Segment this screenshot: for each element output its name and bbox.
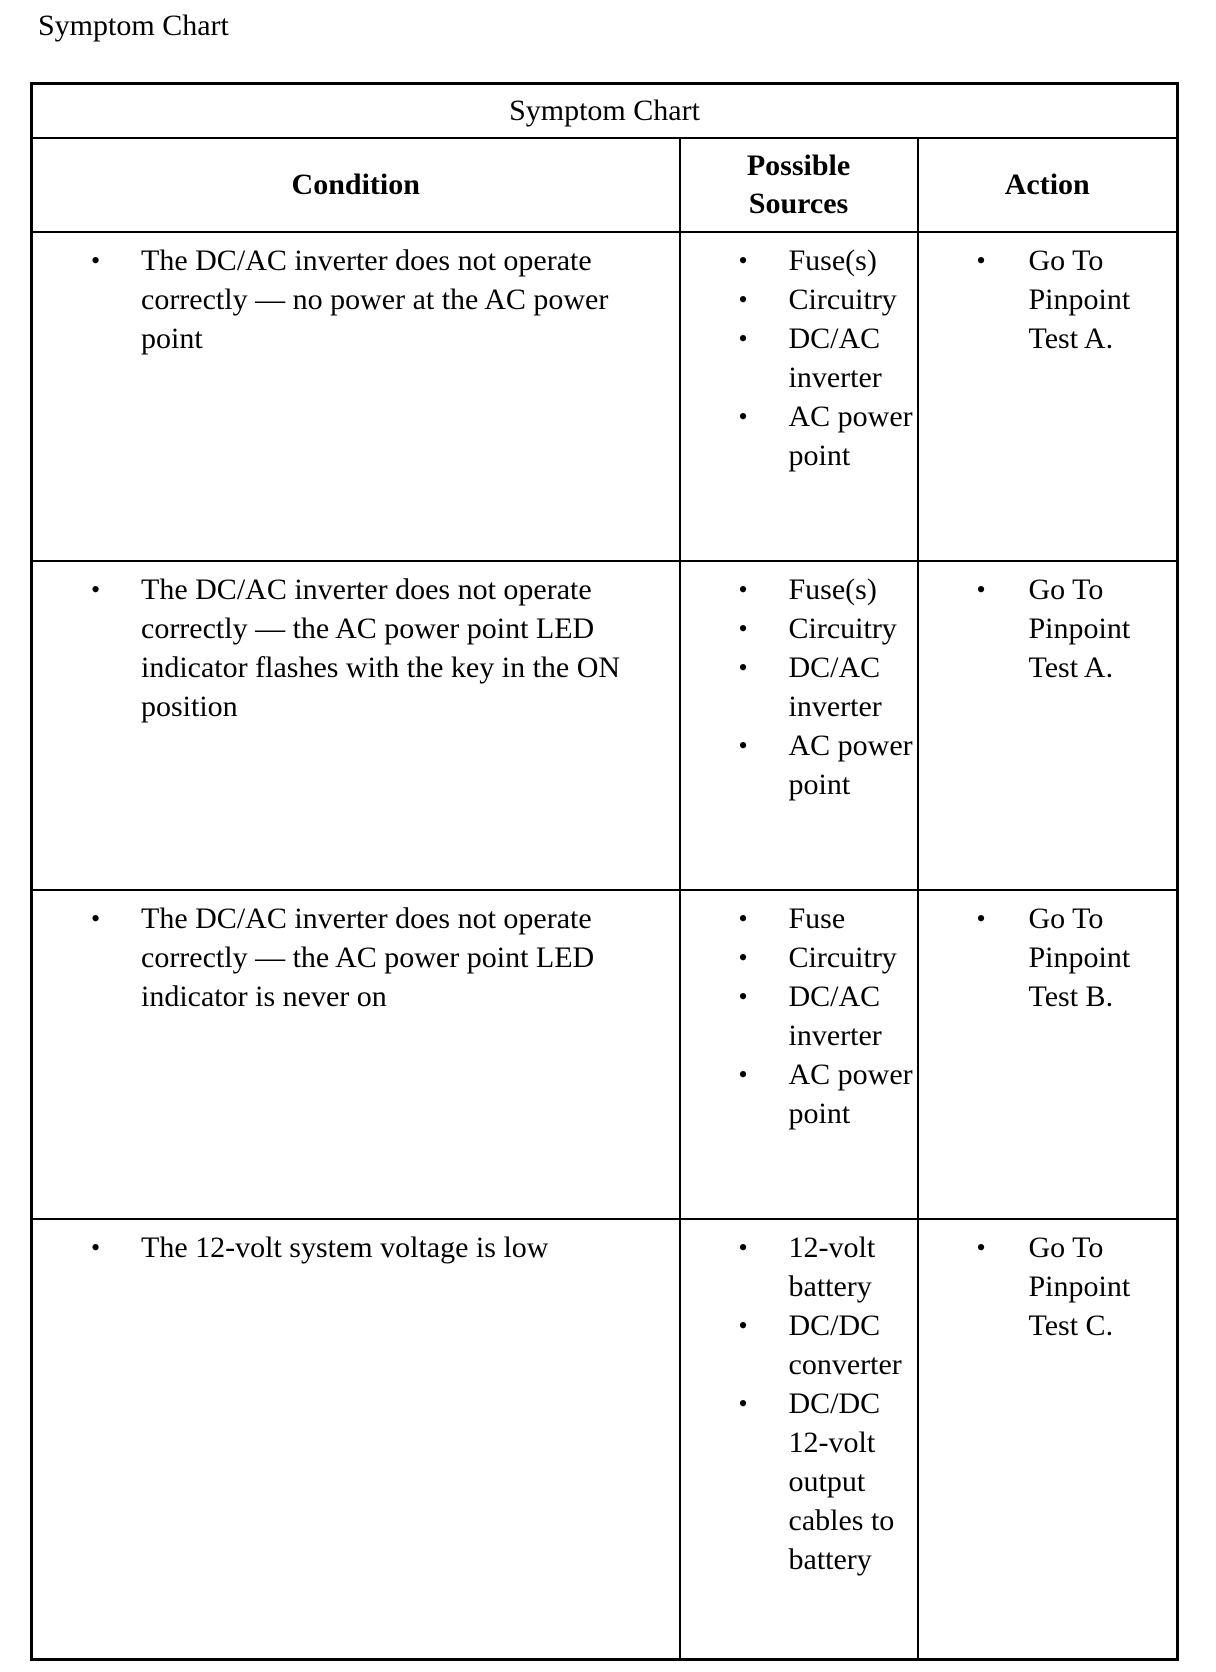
action-text: Go To Pinpoint Test A. [1028, 244, 1131, 355]
action-text: Go To Pinpoint Test B. [1028, 902, 1131, 1013]
caption-row [32, 84, 1178, 139]
table-caption: Symptom Chart [32, 84, 1178, 139]
header-condition [32, 138, 680, 232]
bullet-icon: • [738, 246, 748, 275]
condition-cell [32, 561, 680, 890]
source-text: DC/AC inverter [788, 980, 882, 1052]
bullet-icon: • [976, 904, 986, 933]
list-item [681, 397, 917, 475]
bullet-icon: • [91, 1233, 101, 1262]
condition-text: The DC/AC inverter does not operate correctly — the AC power point LED indicator flashes with the key in the ON position [141, 573, 621, 723]
bullet-icon: • [91, 904, 101, 933]
list-item [681, 726, 917, 804]
condition-cell [32, 1219, 680, 1660]
list-item [33, 241, 679, 358]
bullet-icon: • [738, 731, 748, 760]
list-item [681, 319, 917, 397]
bullet-icon: • [91, 246, 101, 275]
source-text: AC power point [788, 1058, 913, 1130]
list-item [33, 570, 679, 726]
list-item [919, 899, 1177, 1016]
list-item [681, 241, 917, 280]
condition-text: The DC/AC inverter does not operate correctly — no power at the AC power point [141, 244, 609, 355]
list-item [681, 609, 917, 648]
bullet-icon: • [738, 653, 748, 682]
source-text: Fuse(s) [788, 573, 877, 606]
table-row [32, 561, 1178, 890]
header-sources [680, 138, 918, 232]
bullet-icon: • [738, 943, 748, 972]
bullet-icon: • [738, 1060, 748, 1089]
sources-cell [680, 890, 918, 1219]
action-cell [918, 232, 1178, 561]
table-row [32, 1219, 1178, 1660]
bullet-icon: • [738, 904, 748, 933]
bullet-icon: • [738, 285, 748, 314]
condition-cell [32, 890, 680, 1219]
symptom-chart-table [30, 82, 1179, 1661]
source-text: AC power point [788, 400, 913, 472]
bullet-icon: • [738, 402, 748, 431]
list-item [33, 1228, 679, 1267]
sources-cell [680, 1219, 918, 1660]
header-action [918, 138, 1178, 232]
list-item [681, 1055, 917, 1133]
source-text: DC/DC converter [788, 1309, 902, 1381]
bullet-icon: • [738, 614, 748, 643]
list-item [919, 570, 1177, 687]
condition-text: The DC/AC inverter does not operate correctly — the AC power point LED indicator is never on [141, 902, 595, 1013]
condition-cell [32, 232, 680, 561]
page-title: Symptom Chart [38, 9, 229, 42]
list-item [681, 1306, 917, 1384]
action-cell [918, 561, 1178, 890]
header-row [32, 138, 1178, 232]
bullet-icon: • [738, 575, 748, 604]
bullet-icon: • [976, 246, 986, 275]
source-text: 12-volt battery [788, 1231, 876, 1303]
source-text: Circuitry [788, 941, 897, 974]
bullet-icon: • [976, 1233, 986, 1262]
list-item [33, 899, 679, 1016]
list-item [681, 648, 917, 726]
sources-cell [680, 561, 918, 890]
action-text: Go To Pinpoint Test C. [1028, 1231, 1131, 1342]
list-item [681, 570, 917, 609]
header-sources-label: Possible Sources [746, 149, 851, 220]
bullet-icon: • [738, 1233, 748, 1262]
bullet-icon: • [976, 575, 986, 604]
sources-cell [680, 232, 918, 561]
bullet-icon: • [91, 575, 101, 604]
list-item [681, 280, 917, 319]
bullet-icon: • [738, 1311, 748, 1340]
list-item [681, 1384, 917, 1579]
action-cell [918, 890, 1178, 1219]
source-text: DC/AC inverter [788, 651, 882, 723]
header-condition-label: Condition [291, 168, 420, 201]
source-text: DC/AC inverter [788, 322, 882, 394]
header-action-label: Action [1004, 168, 1090, 201]
table-row [32, 890, 1178, 1219]
list-item [681, 899, 917, 938]
action-text: Go To Pinpoint Test A. [1028, 573, 1131, 684]
list-item [919, 241, 1177, 358]
bullet-icon: • [738, 1389, 748, 1418]
source-text: Fuse(s) [788, 244, 877, 277]
source-text: Circuitry [788, 283, 897, 316]
source-text: Circuitry [788, 612, 897, 645]
list-item [919, 1228, 1177, 1345]
list-item [681, 1228, 917, 1306]
list-item [681, 938, 917, 977]
action-cell [918, 1219, 1178, 1660]
bullet-icon: • [738, 324, 748, 353]
table-row [32, 232, 1178, 561]
source-text: DC/DC 12-volt output cables to battery [788, 1387, 895, 1576]
source-text: AC power point [788, 729, 913, 801]
source-text: Fuse [788, 902, 846, 935]
bullet-icon: • [738, 982, 748, 1011]
condition-text: The 12-volt system voltage is low [141, 1231, 549, 1264]
list-item [681, 977, 917, 1055]
